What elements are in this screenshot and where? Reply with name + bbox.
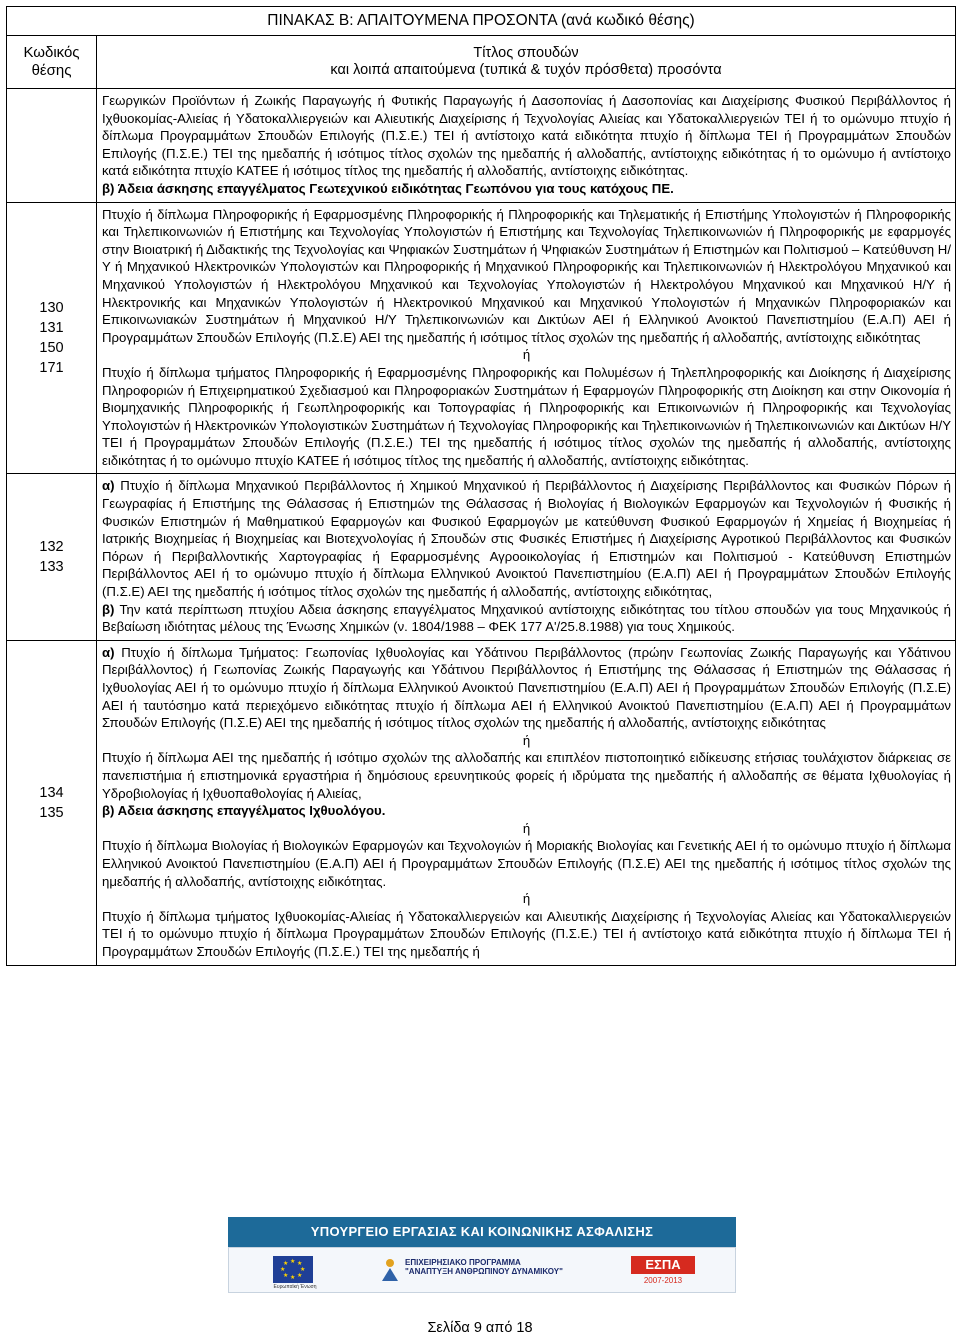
espa-title: ΕΣΠΑ <box>631 1256 695 1274</box>
header-code-line-1: Κωδικός <box>23 44 80 61</box>
paragraph-text: Πτυχίο ή δίπλωμα ΑΕΙ της ημεδαπής ή ισότιμο σχολών της αλλοδαπής και επιπλέον πιστοποιητικό ειδίκευσης ετήσιας τουλάχιστον διάρκειας σε πανεπιστήμια ή επιστημονικά εργαστήρια ή δημόσιους ερευνητικούς φορείς ή ιδρύματα της ημεδαπής ή αλλοδαπής σε θέματα Ιχθυολογίας ή Υδροβιολογίας ή Ιχθυοπαθολογίας ή Αλιείας, <box>102 750 951 801</box>
paragraph-text: Πτυχίο ή δίπλωμα Μηχανικού Περιβάλλοντος ή Χημικού Μηχανικού ή Περιβάλλοντος ή Διαχείρισης Περιβάλλοντος και Φυσικών Πόρων ή Γεωγραφίας ή Επιστήμης της Θάλασσας ή Επιστημών της Θάλασσας ή Βιολογίας ή Βιολογικών Εφαρμογών και Τεχνολογιών ή Φυσικής ή Φυσικών Επιστημών ή Μαθηματικού Εφαρμογών και Φυσικού Εφαρμογών με κατεύθυνση Φυσικού Εφαρμογών ή Χημείας ή Βιοχημείας ή Ιατρικής Βιοχημείας ή Βιοχημείας και Βιοτεχνολογίας ή Σπουδών στις Φυσικές Επιστήμες ή Διαχείρισης Αγροτικού Περιβάλλοντος και Φυσικών Πόρων ή Περιβαλλοντικής Χαρτογραφίας ή Εφαρμοσμένης Αγροοικολογίας ή Επιστημών και Πολιτισμού - Κατεύθυνση Επιστημών Περιβάλλοντος ΑΕΙ ή το ομώνυμο πτυχίο ή δίπλωμα Ελληνικού Ανοικτού Πανεπιστημίου (Ε.Α.Π) ΑΕΙ ή Προγραμμάτων Σπουδών Επιλογής (Π.Σ.Ε) ΑΕΙ της ημεδαπής ή ισότιμος τίτλος σχολών της ημεδαπής ή αλλοδαπής, αντίστοιχης ειδικότητας, <box>102 478 951 600</box>
qualification-text <box>97 640 956 965</box>
header-code <box>7 36 97 89</box>
header-title-line-1: Τίτλος σπουδών <box>473 45 579 61</box>
qualification-paragraph <box>102 802 951 820</box>
qualification-paragraph <box>102 364 951 470</box>
table-row <box>7 89 956 203</box>
qualification-paragraph <box>102 92 951 180</box>
or-separator <box>102 890 951 908</box>
paragraph-text: Πτυχίο ή δίπλωμα Βιολογίας ή Βιολογικών Εφαρμογών και Τεχνολογιών ή Μοριακής Βιολογίας και Γενετικής ΑΕΙ ή το ομώνυμο πτυχίο ή δίπλωμα Ελληνικού Ανοικτού Πανεπιστημίου (Ε.Α.Π) ΑΕΙ ή Προγραμμάτων Σπουδών Επιλογής (Π.Σ.Ε) ΑΕΙ της ημεδαπής ή ισότιμος τίτλος σχολών της ημεδαπής ή αλλοδαπής, αντίστοιχης ειδικότητας. <box>102 838 951 889</box>
paragraph-label: β) <box>102 803 115 819</box>
position-code: 135 <box>39 804 64 821</box>
qualification-paragraph <box>102 601 951 636</box>
header-code-line-2: θέσης <box>31 62 72 79</box>
position-codes <box>7 474 97 640</box>
qualification-paragraph <box>102 644 951 732</box>
qualification-text <box>97 474 956 640</box>
paragraph-text: Πτυχίο ή δίπλωμα τμήματος Πληροφορικής ή Εφαρμοσμένης Πληροφορικής και Πολυμέσων ή Τηλεπληροφορικής και Διοίκησης ή Διαχείρισης Πληροφοριών ή Επιχειρηματικού Σχεδιασμού και Πληροφοριακών Συστημάτων ή Εφαρμογών Πληροφορικής στη Διοίκηση και στην Οικονομία ή Βιομηχανικής Πληροφορικής ή Γεωπληροφορικής και Τοπογραφίας ή Πληροφορικής και Επικοινωνιών ή Πληροφορικής και Τεχνολογίας Υπολογιστών ή Ηλεκτρονικών Υπολογιστικών Συστημάτων ή Τεχνολογίας Πληροφορικής και Τηλεπικοινωνιών ή Τηλεπικοινωνιών και Δικτύων Η/Υ ΤΕΙ ή Προγραμμάτων Σπουδών Επιλογής (Π.Σ.Ε.) ΤΕΙ της ημεδαπής ή ισότιμος τίτλος σχολών της ημεδαπής ή αλλοδαπής, αντίστοιχης ειδικότητας ή το ομώνυμο πτυχίο ΚΑΤΕΕ ή ισότιμος τίτλος της ημεδαπής ή αλλοδαπής, αντίστοιχης ειδικότητας. <box>102 364 951 468</box>
position-codes <box>7 640 97 965</box>
table-row <box>7 202 956 474</box>
qualification-paragraph <box>102 749 951 802</box>
programme-line-2: "ΑΝΑΠΤΥΞΗ ΑΝΘΡΩΠΙΝΟΥ ΔΥΝΑΜΙΚΟΥ" <box>405 1267 563 1276</box>
document-sheet <box>6 6 955 966</box>
paragraph-text: Πτυχίο ή δίπλωμα τμήματος Ιχθυοκομίας-Αλιείας ή Υδατοκαλλιεργειών και Αλιευτικής Διαχείρισης ή Τεχνολογίας Αλιείας και Υδατοκαλλιεργειών ΤΕΙ ή το ομώνυμο πτυχίο ή δίπλωμα Προγραμμάτων Σπουδών Επιλογής (Π.Σ.Ε.) ΤΕΙ ή αντίστοιχο κατά ειδικότητα πτυχίο ή δίπλωμα ΤΕΙ ή Προγραμμάτων Σπουδών Επιλογής (Π.Σ.Ε.) ΤΕΙ της ημεδαπής ή <box>102 908 951 959</box>
position-codes <box>7 89 97 203</box>
table-title-row <box>7 7 956 36</box>
position-code: 132 <box>39 539 64 556</box>
eu-flag-icon: ★ ★ ★ ★ ★ ★ ★ ★ <box>273 1256 313 1283</box>
paragraph-label: β) <box>102 601 115 617</box>
table-row <box>7 474 956 640</box>
position-code: 134 <box>39 784 64 801</box>
paragraph-label: α) <box>102 478 115 494</box>
paragraph-text: Πτυχίο ή δίπλωμα Τμήματος: Γεωπονίας Ιχθυολογίας και Υδάτινου Περιβάλλοντος (πρώην Γεωπονίας Ζωικής Παραγωγής και Υδάτινου Περιβάλλοντος) ή Γεωπονίας Ζωικής Παραγωγής και Υδάτινου Περιβάλλοντος ή Επιστήμης της Θάλασσας ή Επιστημών της Θάλασσας ή Ιχθυολογίας ΑΕΙ ή το ομώνυμο πτυχίο ή δίπλωμα Ελληνικού Ανοικτού Πανεπιστημίου (Ε.Α.Π) ΑΕΙ ή Προγραμμάτων Σπουδών Επιλογής (Π.Σ.Ε) ΑΕΙ ή ταυτόσημο κατά περιεχόμενο ειδικότητας πτυχίο ή δίπλωμα ΑΕΙ ή Ελληνικού Ανοικτού Πανεπιστημίου (Ε.Α.Π) ΑΕΙ ή Προγραμμάτων Σπουδών Επιλογής (Π.Σ.Ε) ΑΕΙ της ημεδαπής ή ισότιμος τίτλος σχολών της ημεδαπής ή αλλοδαπής, αντίστοιχης ειδικότητας <box>102 644 951 731</box>
paragraph-text: ή <box>522 347 531 363</box>
programme-line-1: ΕΠΙΧΕΙΡΗΣΙΑΚΟ ΠΡΟΓΡΑΜΜΑ <box>405 1258 521 1267</box>
position-code: 130 <box>39 300 64 317</box>
qualification-text <box>97 202 956 474</box>
page-number: Σελίδα 9 από 18 <box>427 1320 533 1336</box>
table-row <box>7 640 956 965</box>
paragraph-text: ή <box>522 820 531 836</box>
qualification-text <box>97 89 956 203</box>
qualification-paragraph <box>102 837 951 890</box>
eu-caption: Ευρωπαϊκή Ένωση <box>273 1284 317 1290</box>
position-code: 171 <box>39 360 64 377</box>
qualification-paragraph <box>102 477 951 600</box>
position-code: 133 <box>39 559 64 576</box>
page-footer <box>0 1217 960 1317</box>
position-code: 131 <box>39 320 64 337</box>
header-title <box>97 36 956 89</box>
or-separator <box>102 732 951 750</box>
programme-logo-icon <box>379 1257 401 1283</box>
position-code: 150 <box>39 340 64 357</box>
paragraph-text: ή <box>522 891 531 907</box>
paragraph-text: β) Άδεια άσκησης επαγγέλματος Γεωτεχνικού ειδικότητας Γεωπόνου για τους κατόχους ΠΕ. <box>102 180 674 196</box>
qualifications-table <box>6 6 956 966</box>
programme-text <box>405 1258 563 1276</box>
position-codes <box>7 202 97 474</box>
paragraph-text: Την κατά περίπτωση πτυχίου Αδεια άσκησης επαγγέλματος Μηχανικού αντίστοιχης ειδικότητας του τίτλου σπουδών για τους Μηχανικούς ή Βεβαίωση ιδιότητας μέλους της Ένωσης Χημικών (ν. 1804/1988 – ΦΕΚ 177 Α'/25.8.1988) για τους Χημικούς. <box>102 601 951 635</box>
paragraph-text: ή <box>522 732 531 748</box>
or-separator <box>102 346 951 364</box>
paragraph-text: Αδεια άσκησης επαγγέλματος Ιχθυολόγου. <box>114 803 386 819</box>
paragraph-text: Πτυχίο ή δίπλωμα Πληροφορικής ή Εφαρμοσμένης Πληροφορικής ή Πληροφορικής και Τηλεματικής ή Επιστήμης Υπολογιστών ή Πληροφορικής και Τηλεπικοινωνιών ή Επιστήμης και Τεχνολογίας Υπολογιστών ή Επιστήμης και Τεχνολογίας Τηλεπικοινωνιών ή Πληροφορικής με εφαρμογές στην Βιοιατρική ή Διδακτικής της Τεχνολογίας και Ψηφιακών Συστημάτων ή Ψηφιακών Συστημάτων ή Επιστημών και Πολιτισμού – Κατεύθυνση Η/Υ ή Μηχανικού Ηλεκτρονικών Υπολογιστών και Πληροφορικής ή Μηχανικού Πληροφορικής και Τηλεπικοινωνιών ή Ηλεκτρολόγου Μηχανικού και Μηχανικού Υπολογιστών ή Ηλεκτρολόγου Μηχανικού και Τεχνολογίας Υπολογιστών ή Ηλεκτρολόγου Μηχανικού και Μηχανικού Η/Υ ή Ηλεκτρονικής και Μηχανικών Υπολογιστών ή Ηλεκτρονικού Μηχανικού και Μηχανικού Υπολογιστών ή Μηχανικών Πληροφοριακών και Επικοινωνιακών Συστημάτων ή Μηχανικού Η/Υ Τηλεπικοινωνιών και Δικτύων ΑΕΙ ή Ελληνικού Ανοικτού Πανεπιστημίου (Ε.Α.Π) ΑΕΙ ή Προγραμμάτων Σπουδών Επιλογής (Π.Σ.Ε) ΑΕΙ της ημεδαπής ή ισότιμος τίτλος σχολών της ημεδαπής ή αλλοδαπής, αντίστοιχης ειδικότητας <box>102 206 951 345</box>
or-separator <box>102 820 951 838</box>
ministry-banner: ΥΠΟΥΡΓΕΙΟ ΕΡΓΑΣΙΑΣ ΚΑΙ ΚΟΙΝΩΝΙΚΗΣ ΑΣΦΑΛΙΣΗΣ <box>228 1217 736 1247</box>
table-title: ΠΙΝΑΚΑΣ Β: ΑΠΑΙΤΟΥΜΕΝΑ ΠΡΟΣΟΝΤΑ (ανά κωδικό θέσης) <box>7 7 956 36</box>
paragraph-text: Γεωργικών Προϊόντων ή Ζωικής Παραγωγής ή Φυτικής Παραγωγής ή Δασοπονίας ή Δασοπονίας και Διαχείρισης Φυσικού Περιβάλλοντος ή Ιχθυοκομίας-Αλιείας ή Υδατοκαλλιεργειών και Αλιευτικής Διαχείρισης ή Τεχνολογίας Αλιείας και Υδατοκαλλιεργειών ΤΕΙ ή το ομώνυμο πτυχίο ή δίπλωμα Προγραμμάτων Σπουδών Επιλογής (Π.Σ.Ε.) ΤΕΙ ή αντίστοιχο κατά ειδικότητα πτυχίο ή δίπλωμα ΤΕΙ ή Προγραμμάτων Σπουδών Επιλογής (Π.Σ.Ε.) ΤΕΙ της ημεδαπής ή ισότιμος τίτλος σχολών της ημεδαπής ή αλλοδαπής, αντίστοιχης ειδικότητας ή το ομώνυμο ή αντίστοιχο κατά ειδικότητα πτυχίο ΚΑΤΕΕ ή ισότιμος τίτλος της ημεδαπής ή αλλοδαπής, αντίστοιχης ειδικότητας. <box>102 93 951 179</box>
paragraph-label: α) <box>102 644 115 660</box>
logos-strip <box>228 1247 736 1293</box>
qualification-paragraph <box>102 206 951 347</box>
espa-years: 2007-2013 <box>643 1276 683 1285</box>
qualification-paragraph <box>102 180 951 198</box>
header-title-line-2: και λοιπά απαιτούμενα (τυπικά & τυχόν πρόσθετα) προσόντα <box>330 62 722 78</box>
table-header-row <box>7 36 956 89</box>
qualification-paragraph <box>102 908 951 961</box>
espa-logo <box>631 1256 695 1286</box>
